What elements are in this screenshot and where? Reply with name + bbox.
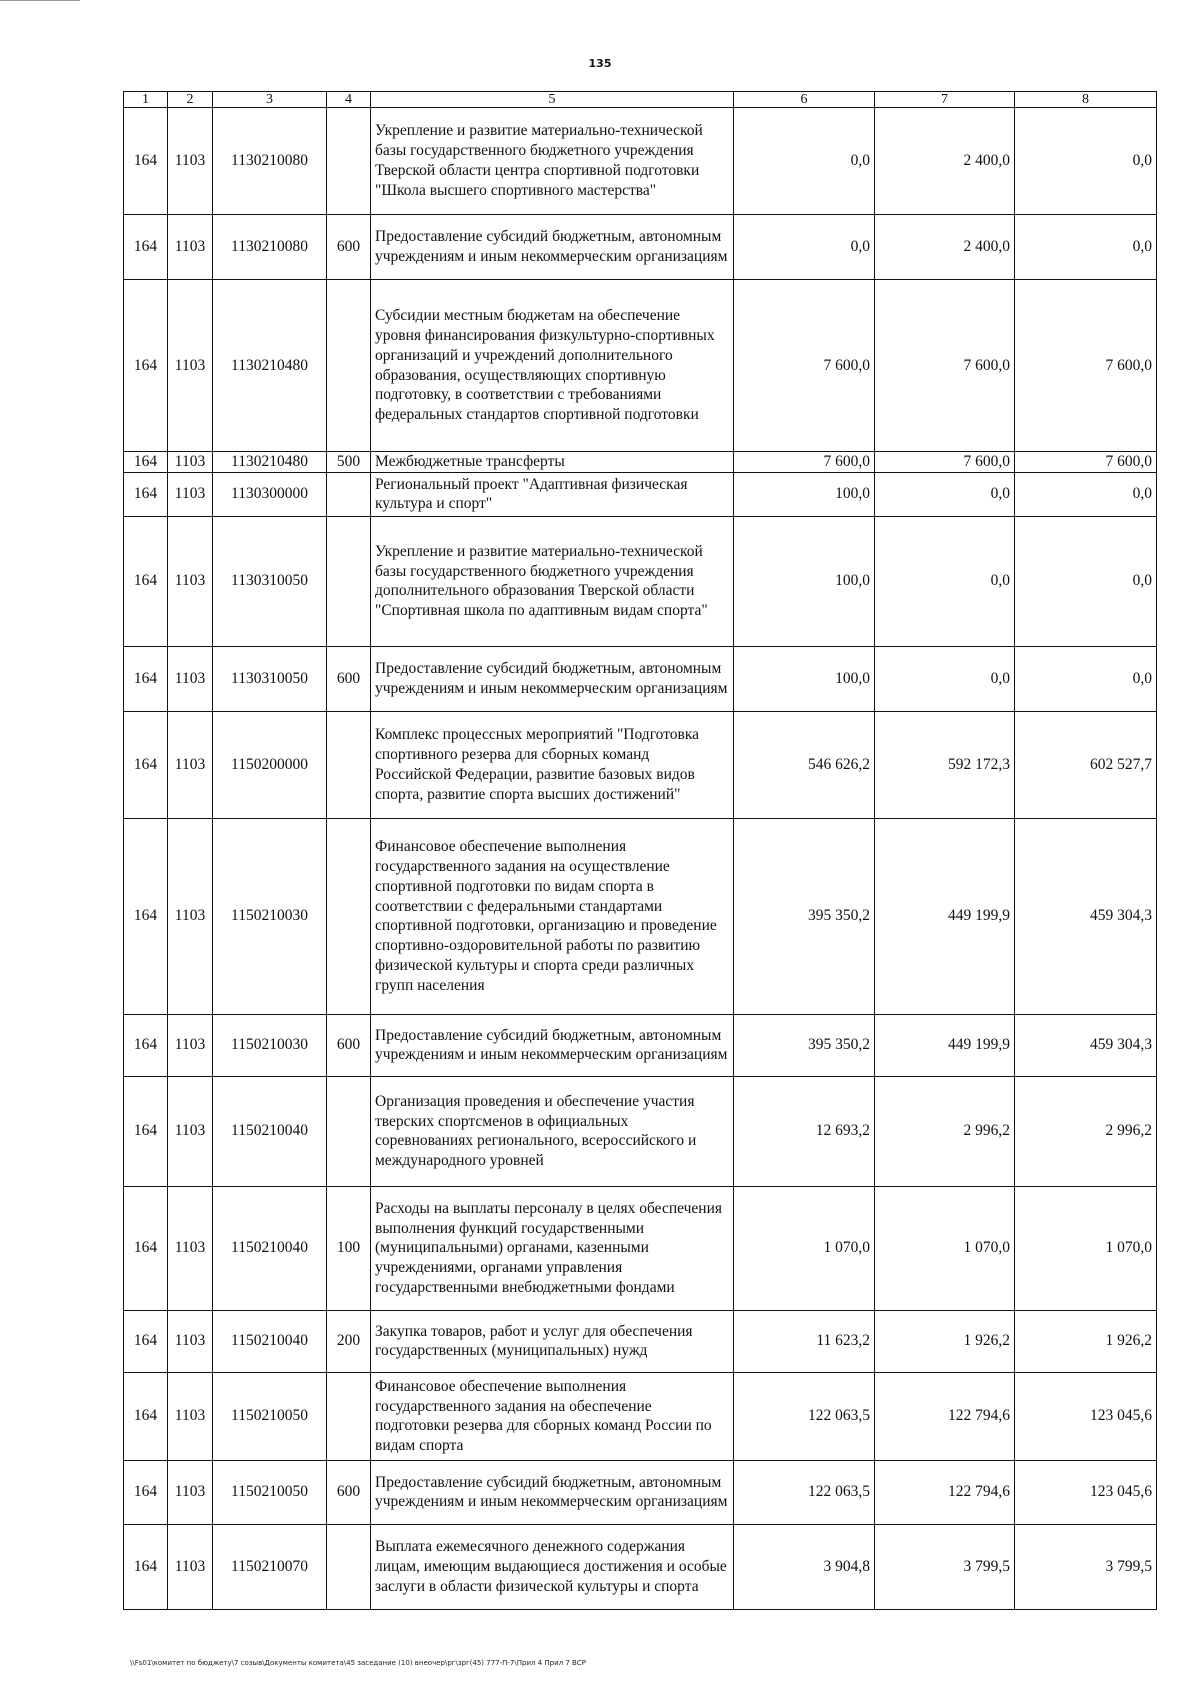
cell-target-article: 1150210030: [213, 818, 327, 1014]
cell-amount-1: 395 350,2: [734, 818, 875, 1014]
cell-amount-1: 1 070,0: [734, 1186, 875, 1310]
cell-target-article: 1150210030: [213, 1014, 327, 1076]
cell-expense-type: [327, 818, 371, 1014]
cell-section-code: 1103: [168, 1460, 213, 1524]
cell-admin-code: 164: [124, 1460, 168, 1524]
cell-admin-code: 164: [124, 1076, 168, 1186]
cell-amount-2: 2 400,0: [875, 108, 1015, 215]
scan-corner-mark: [0, 0, 80, 5]
column-header: 5: [371, 92, 734, 108]
table-row: [124, 516, 1157, 646]
cell-amount-1: 100,0: [734, 472, 875, 516]
cell-amount-2: 449 199,9: [875, 818, 1015, 1014]
cell-admin-code: 164: [124, 1372, 168, 1460]
table-row: [124, 280, 1157, 452]
table-row: [124, 1014, 1157, 1076]
cell-section-code: 1103: [168, 1372, 213, 1460]
cell-expense-type: [327, 280, 371, 452]
cell-admin-code: 164: [124, 108, 168, 215]
cell-amount-3: 0,0: [1015, 516, 1157, 646]
table-row: [124, 1372, 1157, 1460]
cell-section-code: 1103: [168, 1014, 213, 1076]
cell-target-article: 1130310050: [213, 646, 327, 711]
cell-description: Региональный проект "Адаптивная физическая культура и спорт": [371, 472, 734, 516]
cell-admin-code: 164: [124, 472, 168, 516]
cell-admin-code: 164: [124, 818, 168, 1014]
cell-admin-code: 164: [124, 646, 168, 711]
cell-description: Выплата ежемесячного денежного содержания лицам, имеющим выдающиеся достижения и особые заслуги в области физической культуры и спорта: [371, 1524, 734, 1609]
cell-target-article: 1150210040: [213, 1310, 327, 1372]
cell-amount-1: 100,0: [734, 516, 875, 646]
column-header: 1: [124, 92, 168, 108]
cell-target-article: 1130300000: [213, 472, 327, 516]
cell-target-article: 1130210480: [213, 280, 327, 452]
cell-target-article: 1130210480: [213, 452, 327, 473]
cell-section-code: 1103: [168, 711, 213, 818]
cell-description: Организация проведения и обеспечение участия тверских спортсменов в официальных соревнованиях регионального, всероссийского и международного уровней: [371, 1076, 734, 1186]
cell-amount-2: 592 172,3: [875, 711, 1015, 818]
cell-amount-3: 602 527,7: [1015, 711, 1157, 818]
cell-target-article: 1150210040: [213, 1186, 327, 1310]
cell-amount-1: 7 600,0: [734, 280, 875, 452]
cell-amount-2: 1 926,2: [875, 1310, 1015, 1372]
table-row: [124, 1310, 1157, 1372]
cell-amount-1: 122 063,5: [734, 1372, 875, 1460]
cell-amount-1: 100,0: [734, 646, 875, 711]
cell-description: Укрепление и развитие материально-технической базы государственного бюджетного учреждения Тверской области центра спортивной подготовки "Школа высшего спортивного мастерства": [371, 108, 734, 215]
cell-amount-3: 2 996,2: [1015, 1076, 1157, 1186]
cell-description: Межбюджетные трансферты: [371, 452, 734, 473]
cell-description: Укрепление и развитие материально-технической базы государственного бюджетного учреждения дополнительного образования Тверской области "Спортивная школа по адаптивным видам спорта": [371, 516, 734, 646]
cell-description: Закупка товаров, работ и услуг для обеспечения государственных (муниципальных) нужд: [371, 1310, 734, 1372]
cell-amount-3: 0,0: [1015, 108, 1157, 215]
cell-amount-2: 7 600,0: [875, 280, 1015, 452]
cell-expense-type: 600: [327, 215, 371, 280]
cell-description: Предоставление субсидий бюджетным, автономным учреждениям и иным некоммерческим организациям: [371, 215, 734, 280]
cell-expense-type: [327, 108, 371, 215]
table-row: [124, 818, 1157, 1014]
cell-description: Предоставление субсидий бюджетным, автономным учреждениям и иным некоммерческим организациям: [371, 1460, 734, 1524]
cell-amount-1: 0,0: [734, 215, 875, 280]
cell-expense-type: [327, 516, 371, 646]
cell-amount-2: 2 400,0: [875, 215, 1015, 280]
cell-amount-3: 0,0: [1015, 215, 1157, 280]
cell-admin-code: 164: [124, 516, 168, 646]
cell-admin-code: 164: [124, 1186, 168, 1310]
cell-section-code: 1103: [168, 646, 213, 711]
table-row: [124, 472, 1157, 516]
cell-target-article: 1150210040: [213, 1076, 327, 1186]
cell-amount-3: 1 070,0: [1015, 1186, 1157, 1310]
cell-amount-3: 123 045,6: [1015, 1460, 1157, 1524]
cell-expense-type: 600: [327, 1014, 371, 1076]
cell-amount-2: 0,0: [875, 472, 1015, 516]
cell-amount-2: 122 794,6: [875, 1460, 1015, 1524]
cell-expense-type: [327, 472, 371, 516]
cell-section-code: 1103: [168, 516, 213, 646]
cell-description: Предоставление субсидий бюджетным, автономным учреждениям и иным некоммерческим организациям: [371, 1014, 734, 1076]
cell-admin-code: 164: [124, 711, 168, 818]
table-row: [124, 1524, 1157, 1609]
cell-description: Комплекс процессных мероприятий "Подготовка спортивного резерва для сборных команд Российской Федерации, развитие базовых видов спорта, развитие спорта высших достижений": [371, 711, 734, 818]
cell-amount-1: 7 600,0: [734, 452, 875, 473]
column-header: 7: [875, 92, 1015, 108]
cell-description: Расходы на выплаты персоналу в целях обеспечения выполнения функций государственными (муниципальными) органами, казенными учреждениями, органами управления государственными внебюджетными фондами: [371, 1186, 734, 1310]
cell-amount-2: 0,0: [875, 516, 1015, 646]
column-header: 3: [213, 92, 327, 108]
cell-admin-code: 164: [124, 1524, 168, 1609]
cell-target-article: 1150210070: [213, 1524, 327, 1609]
cell-description: Субсидии местным бюджетам на обеспечение уровня финансирования физкультурно-спортивных организаций и учреждений дополнительного образования, осуществляющих спортивную подготовку, в соответствии с требованиями федеральных стандартов спортивной подготовки: [371, 280, 734, 452]
cell-target-article: 1130210080: [213, 108, 327, 215]
cell-section-code: 1103: [168, 1310, 213, 1372]
cell-amount-3: 3 799,5: [1015, 1524, 1157, 1609]
table-row: [124, 1186, 1157, 1310]
cell-amount-2: 122 794,6: [875, 1372, 1015, 1460]
table-row: [124, 452, 1157, 473]
table-row: [124, 108, 1157, 215]
cell-amount-1: 3 904,8: [734, 1524, 875, 1609]
footer-file-path: \\Fs01\комитет по бюджету\7 созыв\Документы комитета\45 заседание (10) внеочер\рг\зрг(45) 777-П-7\Прил 4 Прил 7 ВСР: [130, 1659, 586, 1667]
cell-target-article: 1130310050: [213, 516, 327, 646]
cell-description: Предоставление субсидий бюджетным, автономным учреждениям и иным некоммерческим организациям: [371, 646, 734, 711]
table-row: [124, 1460, 1157, 1524]
cell-admin-code: 164: [124, 215, 168, 280]
cell-section-code: 1103: [168, 818, 213, 1014]
cell-expense-type: 200: [327, 1310, 371, 1372]
column-header: 2: [168, 92, 213, 108]
cell-expense-type: [327, 1524, 371, 1609]
cell-target-article: 1150200000: [213, 711, 327, 818]
cell-amount-2: 7 600,0: [875, 452, 1015, 473]
table-row: [124, 646, 1157, 711]
cell-section-code: 1103: [168, 108, 213, 215]
table-row: [124, 711, 1157, 818]
page-number: 135: [588, 57, 612, 70]
cell-amount-1: 12 693,2: [734, 1076, 875, 1186]
cell-section-code: 1103: [168, 1076, 213, 1186]
cell-amount-3: 7 600,0: [1015, 452, 1157, 473]
cell-admin-code: 164: [124, 452, 168, 473]
cell-admin-code: 164: [124, 1014, 168, 1076]
cell-amount-1: 122 063,5: [734, 1460, 875, 1524]
cell-expense-type: [327, 711, 371, 818]
cell-amount-1: 11 623,2: [734, 1310, 875, 1372]
cell-section-code: 1103: [168, 280, 213, 452]
cell-expense-type: [327, 1372, 371, 1460]
cell-admin-code: 164: [124, 1310, 168, 1372]
table-header-row: [124, 92, 1157, 108]
cell-section-code: 1103: [168, 1524, 213, 1609]
cell-description: Финансовое обеспечение выполнения государственного задания на обеспечение подготовки резерва для сборных команд России по видам спорта: [371, 1372, 734, 1460]
cell-amount-2: 2 996,2: [875, 1076, 1015, 1186]
cell-section-code: 1103: [168, 1186, 213, 1310]
cell-amount-2: 1 070,0: [875, 1186, 1015, 1310]
cell-amount-1: 546 626,2: [734, 711, 875, 818]
cell-expense-type: [327, 1076, 371, 1186]
cell-amount-2: 3 799,5: [875, 1524, 1015, 1609]
cell-amount-3: 1 926,2: [1015, 1310, 1157, 1372]
cell-section-code: 1103: [168, 472, 213, 516]
cell-expense-type: 600: [327, 1460, 371, 1524]
cell-amount-3: 7 600,0: [1015, 280, 1157, 452]
cell-amount-2: 0,0: [875, 646, 1015, 711]
cell-amount-3: 459 304,3: [1015, 1014, 1157, 1076]
cell-target-article: 1150210050: [213, 1372, 327, 1460]
column-header: 6: [734, 92, 875, 108]
budget-table: [123, 91, 1157, 1610]
table-row: [124, 1076, 1157, 1186]
cell-amount-3: 123 045,6: [1015, 1372, 1157, 1460]
cell-target-article: 1130210080: [213, 215, 327, 280]
cell-target-article: 1150210050: [213, 1460, 327, 1524]
cell-expense-type: 600: [327, 646, 371, 711]
cell-amount-3: 0,0: [1015, 472, 1157, 516]
cell-amount-1: 395 350,2: [734, 1014, 875, 1076]
cell-description: Финансовое обеспечение выполнения государственного задания на осуществление спортивной подготовки по видам спорта в соответствии с федеральными стандартами спортивной подготовки, организацию и проведение спортивно-оздоровительной работы по развитию физической культуры и спорта среди различных групп населения: [371, 818, 734, 1014]
cell-amount-2: 449 199,9: [875, 1014, 1015, 1076]
cell-expense-type: 100: [327, 1186, 371, 1310]
cell-expense-type: 500: [327, 452, 371, 473]
cell-section-code: 1103: [168, 215, 213, 280]
table-row: [124, 215, 1157, 280]
cell-amount-1: 0,0: [734, 108, 875, 215]
column-header: 4: [327, 92, 371, 108]
cell-amount-3: 459 304,3: [1015, 818, 1157, 1014]
column-header: 8: [1015, 92, 1157, 108]
cell-amount-3: 0,0: [1015, 646, 1157, 711]
cell-section-code: 1103: [168, 452, 213, 473]
cell-admin-code: 164: [124, 280, 168, 452]
